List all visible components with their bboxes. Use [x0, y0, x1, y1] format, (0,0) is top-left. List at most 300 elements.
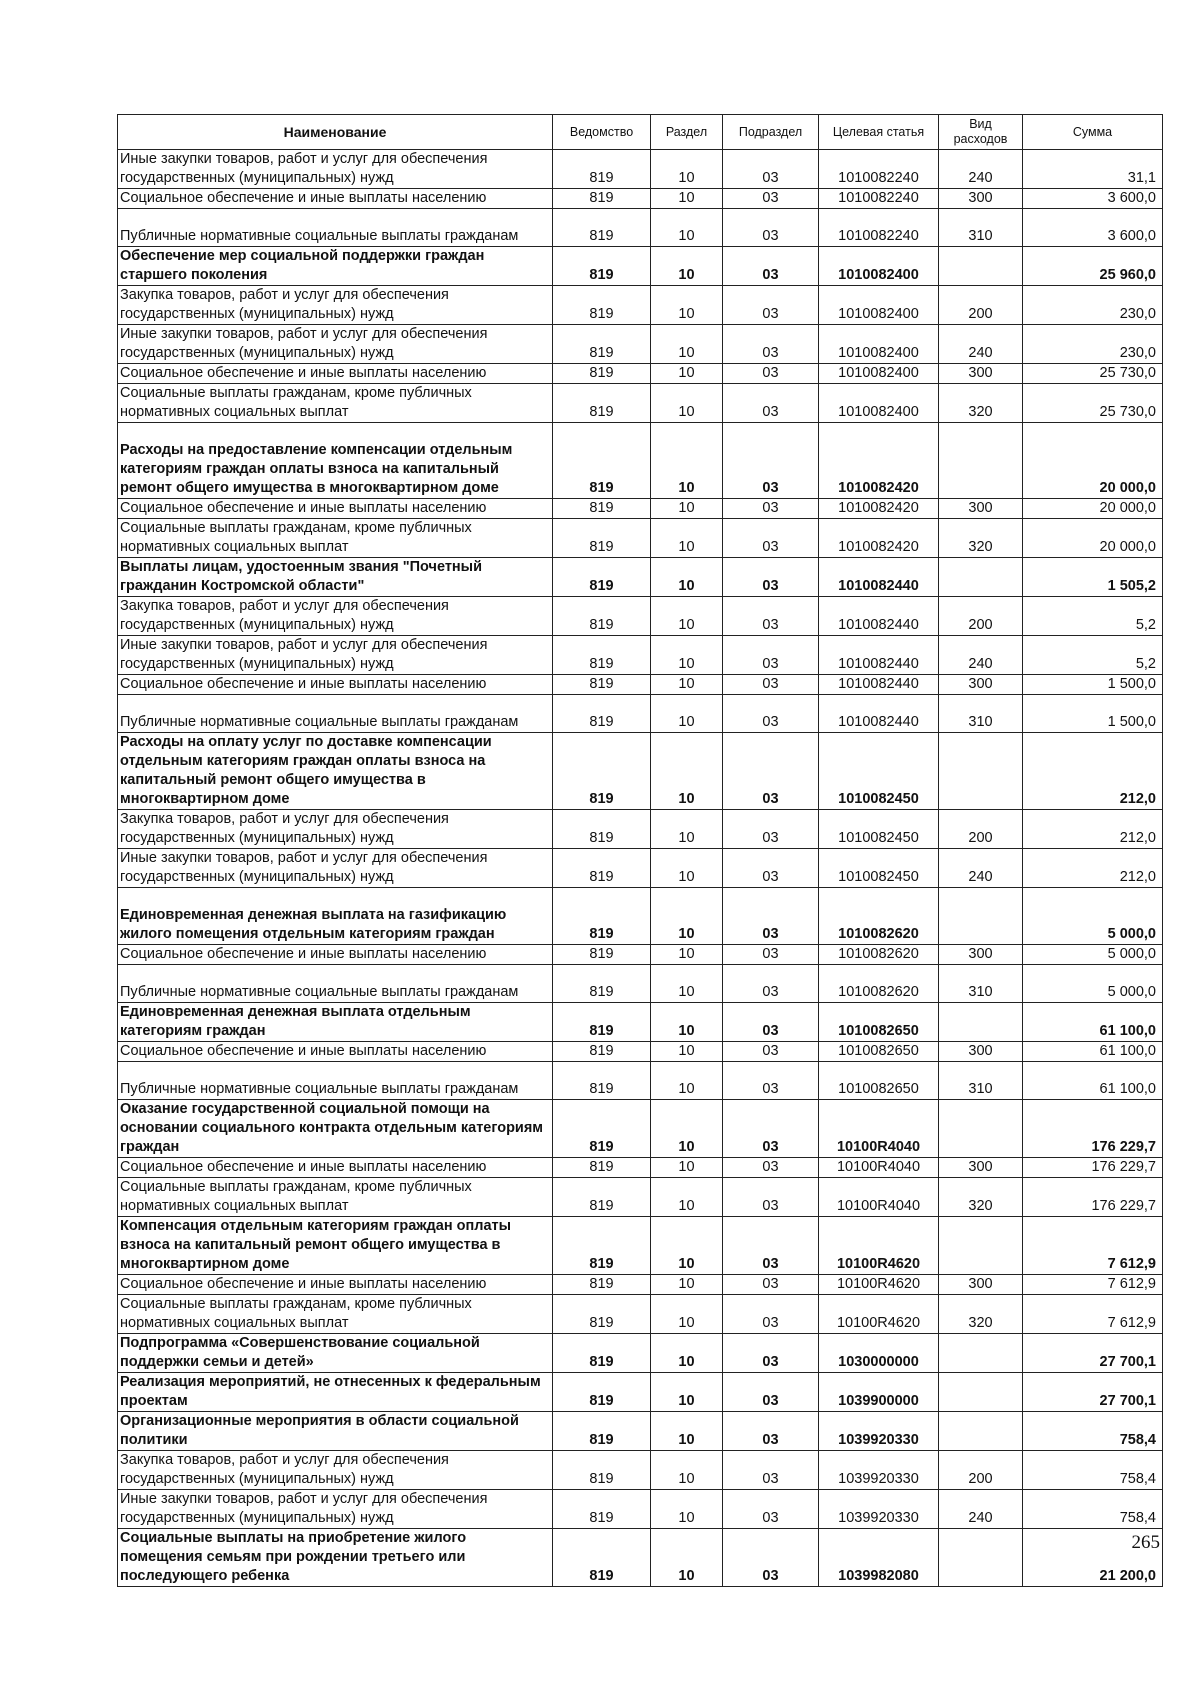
table-row [118, 1100, 1163, 1158]
cell-target: 1010082440 [819, 636, 939, 675]
cell-department: 819 [553, 1042, 651, 1062]
cell-expense-type [939, 423, 1023, 499]
cell-name: Обеспечение мер социальной поддержки граждан старшего поколения [118, 247, 553, 286]
cell-department: 819 [553, 1158, 651, 1178]
cell-target: 1010082440 [819, 597, 939, 636]
cell-subsection: 03 [723, 364, 819, 384]
cell-subsection: 03 [723, 636, 819, 675]
table-row [118, 189, 1163, 209]
cell-section: 10 [651, 209, 723, 247]
cell-department: 819 [553, 965, 651, 1003]
table-row [118, 1529, 1163, 1587]
cell-subsection: 03 [723, 558, 819, 597]
cell-name: Социальные выплаты гражданам, кроме публичных нормативных социальных выплат [118, 1295, 553, 1334]
table-row [118, 209, 1163, 247]
cell-sum: 61 100,0 [1023, 1062, 1163, 1100]
cell-sum: 176 229,7 [1023, 1100, 1163, 1158]
cell-name: Публичные нормативные социальные выплаты гражданам [118, 965, 553, 1003]
table-body [118, 150, 1163, 1587]
cell-section: 10 [651, 965, 723, 1003]
cell-target: 1030000000 [819, 1334, 939, 1373]
header-expense-type: Вид расходов [939, 115, 1023, 150]
cell-expense-type: 310 [939, 1062, 1023, 1100]
cell-department: 819 [553, 499, 651, 519]
cell-sum: 5 000,0 [1023, 945, 1163, 965]
cell-target: 1010082650 [819, 1003, 939, 1042]
cell-sum: 25 960,0 [1023, 247, 1163, 286]
table-row [118, 945, 1163, 965]
header-subsection: Подраздел [723, 115, 819, 150]
header-name: Наименование [118, 115, 553, 150]
cell-sum: 25 730,0 [1023, 384, 1163, 423]
cell-expense-type: 320 [939, 1295, 1023, 1334]
cell-section: 10 [651, 286, 723, 325]
cell-name: Социальное обеспечение и иные выплаты населению [118, 1042, 553, 1062]
cell-name: Социальное обеспечение и иные выплаты населению [118, 1275, 553, 1295]
cell-subsection: 03 [723, 286, 819, 325]
table-row [118, 1003, 1163, 1042]
cell-department: 819 [553, 1490, 651, 1529]
cell-section: 10 [651, 1178, 723, 1217]
cell-sum: 758,4 [1023, 1490, 1163, 1529]
table-row [118, 1373, 1163, 1412]
cell-subsection: 03 [723, 849, 819, 888]
cell-sum: 31,1 [1023, 150, 1163, 189]
cell-department: 819 [553, 364, 651, 384]
cell-target: 1010082650 [819, 1062, 939, 1100]
cell-section: 10 [651, 558, 723, 597]
table-row [118, 810, 1163, 849]
cell-department: 819 [553, 733, 651, 810]
cell-expense-type [939, 1100, 1023, 1158]
cell-target: 10100R4620 [819, 1217, 939, 1275]
cell-expense-type: 320 [939, 1178, 1023, 1217]
cell-expense-type [939, 1529, 1023, 1587]
cell-target: 1010082420 [819, 519, 939, 558]
cell-department: 819 [553, 695, 651, 733]
cell-expense-type: 320 [939, 519, 1023, 558]
cell-section: 10 [651, 1100, 723, 1158]
cell-section: 10 [651, 810, 723, 849]
cell-section: 10 [651, 150, 723, 189]
cell-target: 1010082400 [819, 364, 939, 384]
cell-sum: 1 500,0 [1023, 695, 1163, 733]
table-row [118, 1158, 1163, 1178]
cell-sum: 230,0 [1023, 286, 1163, 325]
cell-name: Социальное обеспечение и иные выплаты населению [118, 189, 553, 209]
cell-sum: 61 100,0 [1023, 1003, 1163, 1042]
cell-name: Публичные нормативные социальные выплаты гражданам [118, 1062, 553, 1100]
cell-department: 819 [553, 1217, 651, 1275]
cell-subsection: 03 [723, 423, 819, 499]
table-row [118, 597, 1163, 636]
cell-sum: 5 000,0 [1023, 965, 1163, 1003]
cell-name: Единовременная денежная выплата отдельным категориям граждан [118, 1003, 553, 1042]
cell-department: 819 [553, 1334, 651, 1373]
cell-subsection: 03 [723, 1275, 819, 1295]
cell-name: Реализация мероприятий, не отнесенных к федеральным проектам [118, 1373, 553, 1412]
table-row [118, 965, 1163, 1003]
cell-name: Выплаты лицам, удостоенным звания "Почетный гражданин Костромской области" [118, 558, 553, 597]
cell-section: 10 [651, 1042, 723, 1062]
cell-name: Оказание государственной социальной помощи на основании социального контракта отдельным категориям граждан [118, 1100, 553, 1158]
cell-section: 10 [651, 1373, 723, 1412]
cell-department: 819 [553, 189, 651, 209]
cell-sum: 20 000,0 [1023, 519, 1163, 558]
cell-sum: 21 200,0 [1023, 1529, 1163, 1587]
cell-expense-type: 300 [939, 364, 1023, 384]
cell-section: 10 [651, 888, 723, 945]
table-row [118, 1412, 1163, 1451]
cell-sum: 212,0 [1023, 733, 1163, 810]
cell-target: 1010082240 [819, 189, 939, 209]
cell-target: 1010082450 [819, 849, 939, 888]
cell-section: 10 [651, 1158, 723, 1178]
cell-section: 10 [651, 1334, 723, 1373]
cell-expense-type [939, 1217, 1023, 1275]
cell-target: 1010082450 [819, 733, 939, 810]
cell-expense-type: 200 [939, 810, 1023, 849]
cell-target: 1010082440 [819, 675, 939, 695]
header-sum: Сумма [1023, 115, 1163, 150]
cell-department: 819 [553, 636, 651, 675]
cell-sum: 758,4 [1023, 1412, 1163, 1451]
table-row [118, 247, 1163, 286]
cell-target: 1010082620 [819, 965, 939, 1003]
cell-subsection: 03 [723, 1217, 819, 1275]
cell-sum: 5 000,0 [1023, 888, 1163, 945]
cell-name: Закупка товаров, работ и услуг для обеспечения государственных (муниципальных) нужд [118, 286, 553, 325]
cell-name: Подпрограмма «Совершенствование социальной поддержки семьи и детей» [118, 1334, 553, 1373]
cell-target: 1010082440 [819, 558, 939, 597]
cell-target: 1010082650 [819, 1042, 939, 1062]
cell-expense-type [939, 558, 1023, 597]
cell-target: 1039920330 [819, 1490, 939, 1529]
cell-name: Социальное обеспечение и иные выплаты населению [118, 499, 553, 519]
cell-target: 10100R4620 [819, 1295, 939, 1334]
cell-subsection: 03 [723, 384, 819, 423]
cell-subsection: 03 [723, 695, 819, 733]
cell-department: 819 [553, 1100, 651, 1158]
cell-section: 10 [651, 499, 723, 519]
cell-section: 10 [651, 1295, 723, 1334]
cell-department: 819 [553, 597, 651, 636]
cell-section: 10 [651, 1451, 723, 1490]
cell-department: 819 [553, 209, 651, 247]
cell-name: Закупка товаров, работ и услуг для обеспечения государственных (муниципальных) нужд [118, 597, 553, 636]
cell-subsection: 03 [723, 733, 819, 810]
cell-subsection: 03 [723, 1334, 819, 1373]
cell-section: 10 [651, 1062, 723, 1100]
cell-expense-type: 300 [939, 1158, 1023, 1178]
cell-expense-type: 320 [939, 384, 1023, 423]
cell-expense-type [939, 1412, 1023, 1451]
cell-subsection: 03 [723, 597, 819, 636]
cell-section: 10 [651, 1490, 723, 1529]
cell-sum: 176 229,7 [1023, 1178, 1163, 1217]
cell-subsection: 03 [723, 1373, 819, 1412]
cell-expense-type: 310 [939, 695, 1023, 733]
cell-target: 1010082400 [819, 384, 939, 423]
cell-sum: 61 100,0 [1023, 1042, 1163, 1062]
cell-target: 1039920330 [819, 1451, 939, 1490]
table-row [118, 325, 1163, 364]
cell-target: 10100R4620 [819, 1275, 939, 1295]
cell-name: Расходы на предоставление компенсации отдельным категориям граждан оплаты взноса на капитальный ремонт общего имущества в многоквартирном доме [118, 423, 553, 499]
cell-name: Социальное обеспечение и иные выплаты населению [118, 945, 553, 965]
cell-name: Организационные мероприятия в области социальной политики [118, 1412, 553, 1451]
cell-subsection: 03 [723, 1529, 819, 1587]
cell-sum: 1 500,0 [1023, 675, 1163, 695]
cell-name: Публичные нормативные социальные выплаты гражданам [118, 695, 553, 733]
cell-expense-type: 240 [939, 150, 1023, 189]
table-row [118, 695, 1163, 733]
cell-name: Публичные нормативные социальные выплаты гражданам [118, 209, 553, 247]
cell-target: 10100R4040 [819, 1158, 939, 1178]
cell-name: Закупка товаров, работ и услуг для обеспечения государственных (муниципальных) нужд [118, 810, 553, 849]
cell-subsection: 03 [723, 247, 819, 286]
cell-department: 819 [553, 1178, 651, 1217]
table-row [118, 1042, 1163, 1062]
cell-department: 819 [553, 1062, 651, 1100]
cell-section: 10 [651, 325, 723, 364]
cell-target: 10100R4040 [819, 1178, 939, 1217]
cell-name: Иные закупки товаров, работ и услуг для обеспечения государственных (муниципальных) нужд [118, 636, 553, 675]
table-row [118, 888, 1163, 945]
table-row [118, 364, 1163, 384]
cell-target: 1010082400 [819, 247, 939, 286]
cell-expense-type: 200 [939, 1451, 1023, 1490]
cell-sum: 20 000,0 [1023, 423, 1163, 499]
cell-section: 10 [651, 945, 723, 965]
cell-department: 819 [553, 810, 651, 849]
cell-name: Социальные выплаты гражданам, кроме публичных нормативных социальных выплат [118, 1178, 553, 1217]
cell-subsection: 03 [723, 1062, 819, 1100]
cell-section: 10 [651, 423, 723, 499]
cell-name: Расходы на оплату услуг по доставке компенсации отдельным категориям граждан оплаты взноса на капитальный ремонт общего имущества в многоквартирном доме [118, 733, 553, 810]
cell-subsection: 03 [723, 1158, 819, 1178]
table-header-row [118, 115, 1163, 150]
cell-subsection: 03 [723, 150, 819, 189]
cell-subsection: 03 [723, 519, 819, 558]
cell-subsection: 03 [723, 1100, 819, 1158]
cell-department: 819 [553, 519, 651, 558]
cell-expense-type: 300 [939, 1275, 1023, 1295]
cell-target: 1039982080 [819, 1529, 939, 1587]
cell-subsection: 03 [723, 1412, 819, 1451]
cell-department: 819 [553, 247, 651, 286]
table-row [118, 384, 1163, 423]
cell-expense-type: 300 [939, 189, 1023, 209]
cell-sum: 1 505,2 [1023, 558, 1163, 597]
cell-name: Закупка товаров, работ и услуг для обеспечения государственных (муниципальных) нужд [118, 1451, 553, 1490]
cell-target: 1010082420 [819, 423, 939, 499]
cell-section: 10 [651, 364, 723, 384]
cell-name: Социальные выплаты гражданам, кроме публичных нормативных социальных выплат [118, 384, 553, 423]
cell-sum: 5,2 [1023, 597, 1163, 636]
cell-expense-type: 300 [939, 499, 1023, 519]
cell-sum: 7 612,9 [1023, 1217, 1163, 1275]
header-department: Ведомство [553, 115, 651, 150]
cell-subsection: 03 [723, 1042, 819, 1062]
cell-name: Социальные выплаты на приобретение жилого помещения семьям при рождении третьего или последующего ребенка [118, 1529, 553, 1587]
cell-subsection: 03 [723, 1178, 819, 1217]
cell-name: Социальное обеспечение и иные выплаты населению [118, 675, 553, 695]
cell-department: 819 [553, 1295, 651, 1334]
cell-department: 819 [553, 1529, 651, 1587]
cell-subsection: 03 [723, 325, 819, 364]
cell-subsection: 03 [723, 1451, 819, 1490]
cell-department: 819 [553, 150, 651, 189]
table-row [118, 1217, 1163, 1275]
table-row [118, 1178, 1163, 1217]
table-row [118, 1295, 1163, 1334]
cell-sum: 25 730,0 [1023, 364, 1163, 384]
cell-target: 10100R4040 [819, 1100, 939, 1158]
cell-expense-type [939, 733, 1023, 810]
table-row [118, 675, 1163, 695]
table-row [118, 286, 1163, 325]
cell-department: 819 [553, 945, 651, 965]
cell-department: 819 [553, 1412, 651, 1451]
table-row [118, 636, 1163, 675]
cell-section: 10 [651, 849, 723, 888]
cell-expense-type: 240 [939, 1490, 1023, 1529]
cell-name: Компенсация отдельным категориям граждан оплаты взноса на капитальный ремонт общего имущества в многоквартирном доме [118, 1217, 553, 1275]
table-row [118, 423, 1163, 499]
table-row [118, 849, 1163, 888]
cell-expense-type [939, 888, 1023, 945]
cell-subsection: 03 [723, 675, 819, 695]
cell-name: Иные закупки товаров, работ и услуг для обеспечения государственных (муниципальных) нужд [118, 1490, 553, 1529]
table-row [118, 733, 1163, 810]
table-row [118, 558, 1163, 597]
table-row [118, 1275, 1163, 1295]
cell-section: 10 [651, 1412, 723, 1451]
cell-section: 10 [651, 247, 723, 286]
cell-subsection: 03 [723, 810, 819, 849]
table-row [118, 1451, 1163, 1490]
cell-target: 1010082620 [819, 888, 939, 945]
cell-department: 819 [553, 1275, 651, 1295]
cell-subsection: 03 [723, 1295, 819, 1334]
cell-sum: 212,0 [1023, 810, 1163, 849]
cell-section: 10 [651, 1003, 723, 1042]
cell-target: 1010082420 [819, 499, 939, 519]
cell-sum: 212,0 [1023, 849, 1163, 888]
header-section: Раздел [651, 115, 723, 150]
cell-sum: 27 700,1 [1023, 1373, 1163, 1412]
cell-subsection: 03 [723, 1003, 819, 1042]
cell-department: 819 [553, 384, 651, 423]
cell-expense-type [939, 247, 1023, 286]
cell-section: 10 [651, 384, 723, 423]
cell-sum: 230,0 [1023, 325, 1163, 364]
cell-section: 10 [651, 519, 723, 558]
table-row [118, 519, 1163, 558]
cell-subsection: 03 [723, 945, 819, 965]
cell-target: 1010082440 [819, 695, 939, 733]
cell-expense-type: 240 [939, 325, 1023, 364]
table-row [118, 150, 1163, 189]
cell-sum: 758,4 [1023, 1451, 1163, 1490]
cell-sum: 7 612,9 [1023, 1295, 1163, 1334]
budget-table [117, 114, 1163, 1587]
cell-sum: 5,2 [1023, 636, 1163, 675]
header-target: Целевая статья [819, 115, 939, 150]
cell-department: 819 [553, 558, 651, 597]
cell-name: Иные закупки товаров, работ и услуг для обеспечения государственных (муниципальных) нужд [118, 325, 553, 364]
cell-section: 10 [651, 1275, 723, 1295]
cell-name: Социальные выплаты гражданам, кроме публичных нормативных социальных выплат [118, 519, 553, 558]
cell-department: 819 [553, 849, 651, 888]
table-row [118, 1062, 1163, 1100]
cell-target: 1039920330 [819, 1412, 939, 1451]
cell-sum: 3 600,0 [1023, 209, 1163, 247]
cell-department: 819 [553, 1003, 651, 1042]
cell-department: 819 [553, 675, 651, 695]
cell-sum: 20 000,0 [1023, 499, 1163, 519]
cell-section: 10 [651, 597, 723, 636]
cell-expense-type [939, 1003, 1023, 1042]
cell-department: 819 [553, 1373, 651, 1412]
cell-name: Социальное обеспечение и иные выплаты населению [118, 1158, 553, 1178]
cell-subsection: 03 [723, 209, 819, 247]
table-row [118, 1490, 1163, 1529]
cell-target: 1010082400 [819, 325, 939, 364]
cell-expense-type [939, 1334, 1023, 1373]
cell-name: Социальное обеспечение и иные выплаты населению [118, 364, 553, 384]
cell-target: 1010082620 [819, 945, 939, 965]
cell-expense-type: 240 [939, 636, 1023, 675]
cell-section: 10 [651, 675, 723, 695]
cell-expense-type: 310 [939, 965, 1023, 1003]
cell-sum: 176 229,7 [1023, 1158, 1163, 1178]
table-row [118, 499, 1163, 519]
cell-sum: 3 600,0 [1023, 189, 1163, 209]
cell-expense-type: 300 [939, 675, 1023, 695]
cell-expense-type [939, 1373, 1023, 1412]
cell-department: 819 [553, 888, 651, 945]
cell-expense-type: 310 [939, 209, 1023, 247]
cell-name: Иные закупки товаров, работ и услуг для обеспечения государственных (муниципальных) нужд [118, 849, 553, 888]
cell-subsection: 03 [723, 189, 819, 209]
cell-subsection: 03 [723, 888, 819, 945]
cell-expense-type: 300 [939, 1042, 1023, 1062]
cell-section: 10 [651, 1217, 723, 1275]
cell-target: 1010082450 [819, 810, 939, 849]
cell-subsection: 03 [723, 1490, 819, 1529]
cell-sum: 27 700,1 [1023, 1334, 1163, 1373]
cell-department: 819 [553, 1451, 651, 1490]
cell-subsection: 03 [723, 965, 819, 1003]
page-number: 265 [1131, 1532, 1160, 1553]
cell-department: 819 [553, 325, 651, 364]
table-row [118, 1334, 1163, 1373]
cell-target: 1039900000 [819, 1373, 939, 1412]
cell-department: 819 [553, 423, 651, 499]
cell-subsection: 03 [723, 499, 819, 519]
cell-section: 10 [651, 695, 723, 733]
cell-section: 10 [651, 636, 723, 675]
cell-sum: 7 612,9 [1023, 1275, 1163, 1295]
cell-expense-type: 200 [939, 597, 1023, 636]
cell-name: Единовременная денежная выплата на газификацию жилого помещения отдельным категориям граждан [118, 888, 553, 945]
cell-expense-type: 300 [939, 945, 1023, 965]
cell-target: 1010082400 [819, 286, 939, 325]
cell-section: 10 [651, 189, 723, 209]
cell-department: 819 [553, 286, 651, 325]
